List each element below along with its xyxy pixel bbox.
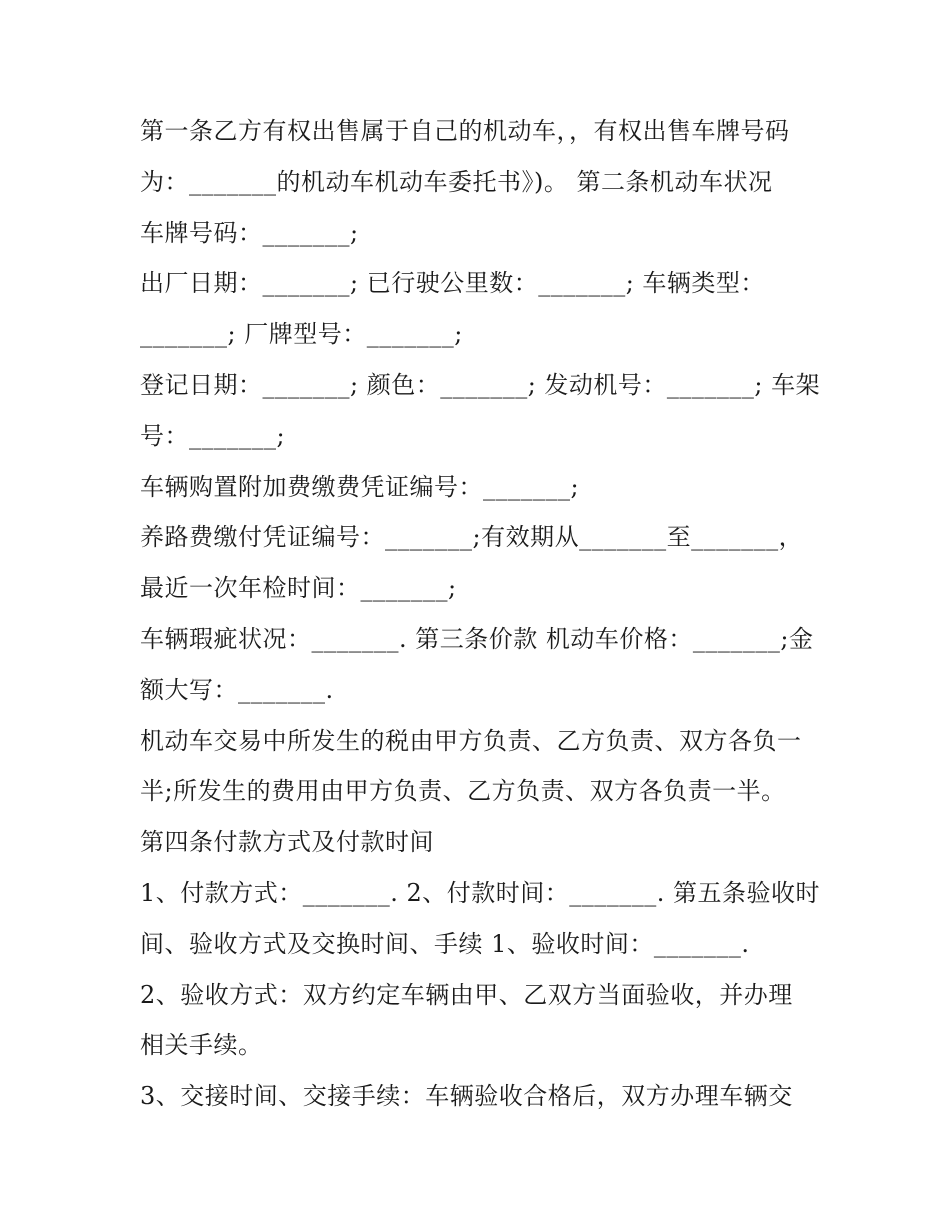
text-line: 为：_______的机动车机动车委托书》)。 第二条机动车状况 [140, 167, 773, 196]
section-heading: 第四条付款方式及付款时间 [140, 828, 434, 857]
text-line: 养路费缴付凭证编号：_______;有效期从_______至_______， [140, 523, 804, 552]
text-line: _______; 厂牌型号：_______; [140, 320, 463, 349]
text-line: 间、验收方式及交换时间、手续 1、验收时间：_______. [140, 929, 750, 958]
text-line: 车辆瑕疵状况：_______. 第三条价款 机动车价格：_______;金 [140, 624, 814, 653]
text-line: 车辆购置附加费缴费凭证编号：_______; [140, 472, 580, 501]
text-line: 机动车交易中所发生的税由甲方负责、乙方负责、双方各负一 [140, 726, 802, 755]
text-line: 额大写：_______. [140, 675, 334, 704]
text-line: 最近一次年检时间：_______; [140, 574, 457, 603]
text-line: 相关手续。 [140, 1031, 263, 1060]
text-line: 登记日期：_______; 颜色：_______; 发动机号：_______; 车架 [140, 370, 821, 399]
text-line: 2、验收方式：双方约定车辆由甲、乙双方当面验收，并办理 [140, 980, 793, 1009]
text-line: 半;所发生的费用由甲方负责、乙方负责、双方各负责一半。 [140, 777, 786, 806]
text-line: 第一条乙方有权出售属于自己的机动车，，有权出售车牌号码 [140, 117, 790, 145]
text-line: 车牌号码：_______; [140, 218, 359, 247]
text-line: 出厂日期：_______; 已行驶公里数：_______; 车辆类型： [140, 269, 765, 298]
text-line: 号：_______; [140, 421, 286, 450]
contract-body [140, 106, 840, 1122]
text-line: 3、交接时间、交接手续：车辆验收合格后，双方办理车辆交 [140, 1082, 793, 1111]
text-line: 1、付款方式：_______. 2、付款时间：_______. 第五条验收时 [140, 878, 821, 907]
